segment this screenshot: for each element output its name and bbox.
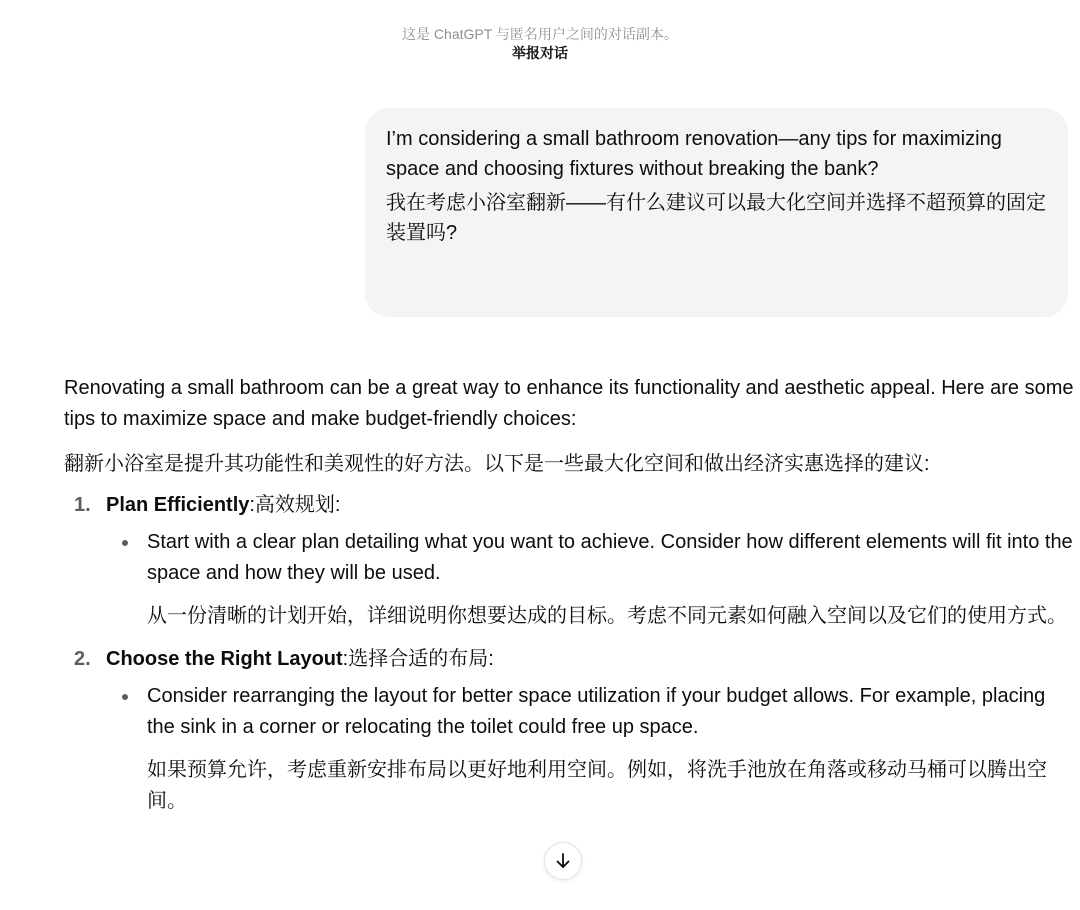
tip-details	[106, 681, 1076, 817]
tip-title-chinese: :高效规划:	[249, 494, 341, 516]
tip-details	[106, 527, 1076, 632]
report-conversation-link[interactable]: 举报对话	[512, 45, 568, 61]
user-message-english: I’m considering a small bathroom renovation—any tips for maximizing space and choosing fixtures without breaking the bank?	[386, 128, 1002, 180]
tip-title: Choose the Right Layout	[106, 648, 343, 670]
tip-title: Plan Efficiently	[106, 494, 250, 516]
shared-conversation-note: 这是 ChatGPT 与匿名用户之间的对话副本。	[402, 26, 678, 42]
tip-title-chinese: :选择合适的布局:	[342, 648, 494, 670]
assistant-intro-chinese: 翻新小浴室是提升其功能性和美观性的好方法。以下是一些最大化空间和做出经济实惠选择的建议:	[64, 453, 930, 475]
tip-number: 2.	[74, 648, 91, 670]
user-message-chinese: 我在考虑小浴室翻新——有什么建议可以最大化空间并选择不超预算的固定装置吗?	[386, 192, 1046, 244]
assistant-intro-english: Renovating a small bathroom can be a great way to enhance its functionality and aesthetic appeal. Here are some tips to maximize space and make budget-friendly choices:	[64, 377, 1074, 430]
tip-detail-english: Consider rearranging the layout for better space utilization if your budget allows. For example, placing the sink in a corner or relocating the toilet could free up space.	[147, 685, 1046, 738]
tip-number: 1.	[74, 494, 91, 516]
tip-item-plan-efficiently	[64, 490, 1076, 632]
assistant-message	[64, 373, 1076, 829]
tip-detail-item	[106, 681, 1076, 817]
tip-detail-chinese: 如果预算允许，考虑重新安排布局以更好地利用空间。例如，将洗手池放在角落或移动马桶可以腾出空间。	[147, 759, 1047, 812]
tip-detail-english: Start with a clear plan detailing what you want to achieve. Consider how different elements will fit into the space and how they will be used.	[147, 531, 1073, 584]
tip-detail-chinese: 从一份清晰的计划开始，详细说明你想要达成的目标。考虑不同元素如何融入空间以及它们的使用方式。	[147, 605, 1067, 627]
tip-item-choose-layout	[64, 644, 1076, 817]
arrow-down-icon	[553, 851, 573, 871]
scroll-to-bottom-button[interactable]	[544, 842, 582, 880]
user-message-bubble	[365, 108, 1068, 317]
tips-list	[64, 490, 1076, 817]
conversation-header	[0, 24, 1080, 62]
tip-detail-item	[106, 527, 1076, 632]
